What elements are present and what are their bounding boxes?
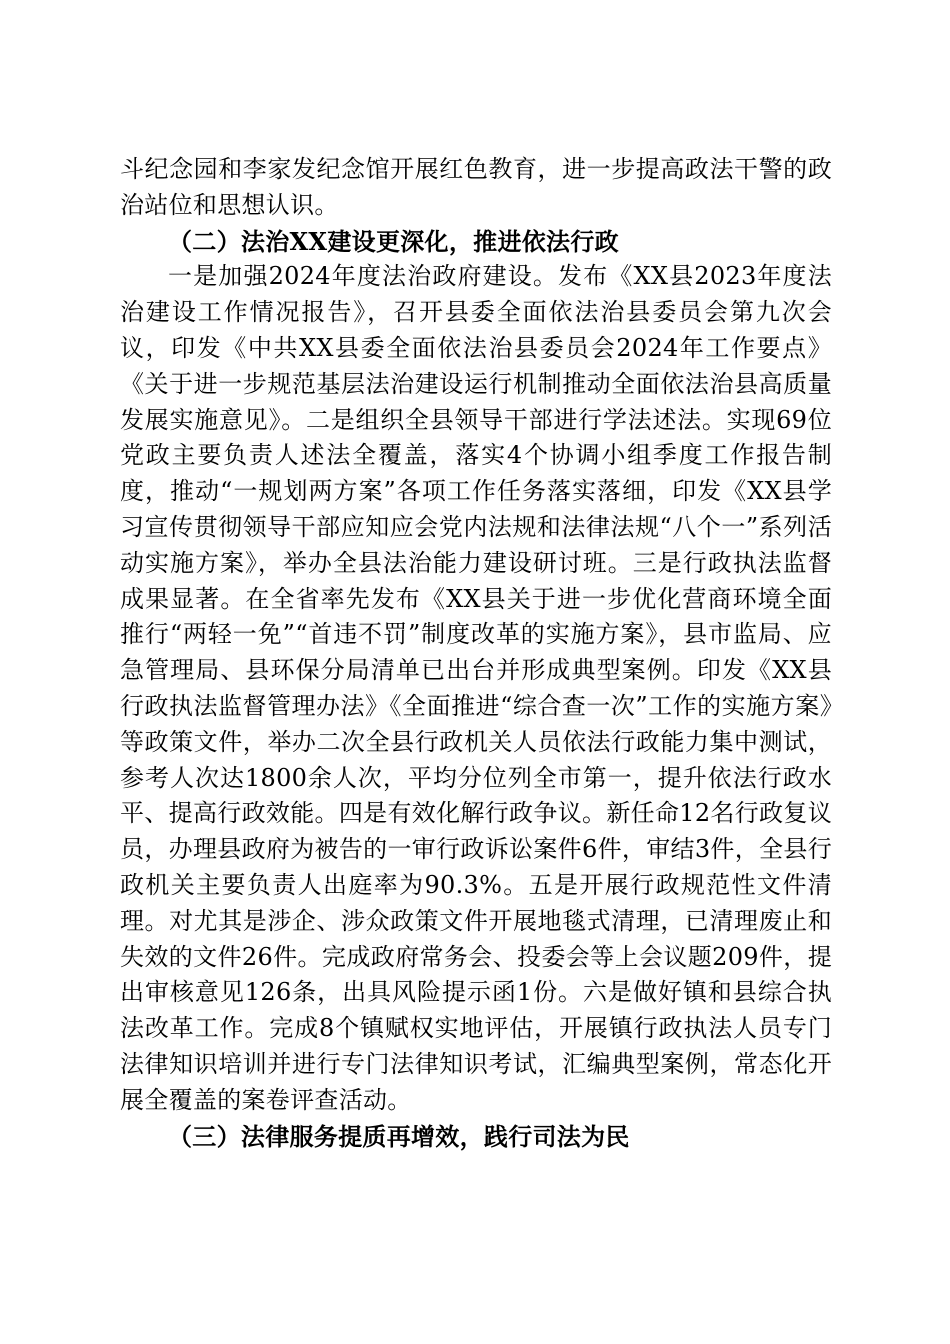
intro-paragraph: 斗纪念园和李家发纪念馆开展红色教育，进一步提高政法干警的政治站位和思想认识。 [120,155,832,219]
document-page [120,152,832,1154]
section-2-heading: （二）法治XX建设更深化，推进依法行政 [168,226,619,256]
section-2-body: 一是加强2024年度法治政府建设。发布《XX县2023年度法治建设工作情况报告》，召开县委全面依法治县委员会第九次会议，印发《中共XX县委全面依法治县委员会2024年工作要点》《关于进一步规范基层法治建设运行机制推动全面依法治县高质量发展实施意见》。二是组织全县领导干部进行学法述法。实现69位党政主要负责人述法全覆盖，落实4个协调小组季度工作报告制度，推动“一规划两方案”各项工作任务落实落细，印发《XX县学习宣传贯彻领导干部应知应会党内法规和法律法规“八个一”系列活动实施方案》，举办全县法治能力建设研讨班。三是行政执法监督成果显著。在全省率先发布《XX县关于进一步优化营商环境全面推行“两轻一免”“首违不罚”制度改革的实施方案》，县市监局、应急管理局、县环保分局清单已出台并形成典型案例。印发《XX县行政执法监督管理办法》《全面推进“综合查一次”工作的实施方案》等政策文件，举办二次全县行政机关人员依法行政能力集中测试，参考人次达1800余人次，平均分位列全市第一，提升依法行政水平、提高行政效能。四是有效化解行政争议。新任命12名行政复议员，办理县政府为被告的一审行政诉讼案件6件，审结3件，全县行政机关主要负责人出庭率为90.3%。五是开展行政规范性文件清理。对尤其是涉企、涉众政策文件开展地毯式清理，已清理废止和失效的文件26件。完成政府常务会、投委会等上会议题209件，提出审核意见126条，出具风险提示函1份。六是做好镇和县综合执法改革工作。完成8个镇赋权实地评估，开展镇行政执法人员专门法律知识培训并进行专门法律知识考试，汇编典型案例，常态化开展全覆盖的案卷评查活动。 [120,262,832,1114]
section-3-heading: （三）法律服务提质再增效，践行司法为民 [168,1121,630,1151]
